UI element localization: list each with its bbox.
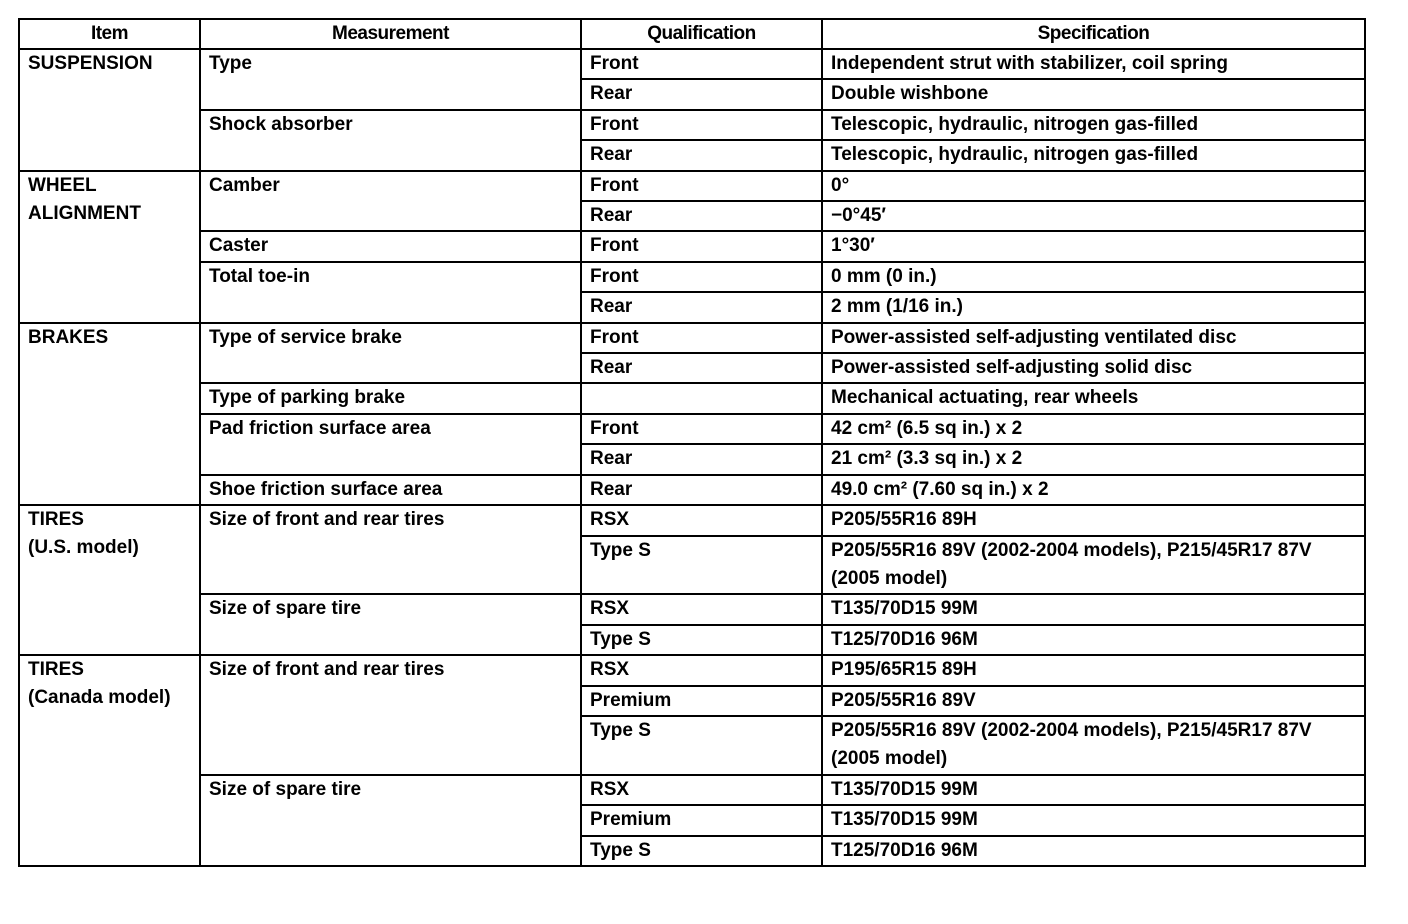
item-cell: [19, 655, 200, 866]
specification-cell: T135/70D15 99M: [822, 805, 1365, 835]
table-row: [19, 110, 1365, 140]
specification-cell: T135/70D15 99M: [822, 594, 1365, 624]
table-row: [19, 231, 1365, 261]
specification-cell: Power-assisted self-adjusting solid disc: [822, 353, 1365, 383]
qualification-cell: RSX: [581, 594, 822, 624]
qualification-cell: Premium: [581, 686, 822, 716]
measurement-cell: Shoe friction surface area: [200, 475, 581, 505]
header-item: Item: [19, 19, 200, 49]
qualification-cell: Rear: [581, 444, 822, 474]
header-qualification: Qualification: [581, 19, 822, 49]
specification-cell: Telescopic, hydraulic, nitrogen gas-filled: [822, 140, 1365, 170]
qualification-cell: Front: [581, 262, 822, 292]
specification-cell: T125/70D16 96M: [822, 625, 1365, 655]
qualification-cell: Front: [581, 323, 822, 353]
qualification-cell: Rear: [581, 79, 822, 109]
item-name-line2: (Canada model): [28, 687, 171, 709]
specification-cell: 0°: [822, 171, 1365, 201]
item-name: TIRES: [28, 659, 84, 681]
qualification-cell: RSX: [581, 775, 822, 805]
qualification-cell: Rear: [581, 292, 822, 322]
table-row: [19, 775, 1365, 805]
specification-line1: P205/55R16 89V (2002-2004 models), P215/45R17 87V: [831, 539, 1312, 561]
specification-cell: 0 mm (0 in.): [822, 262, 1365, 292]
specification-cell: [822, 536, 1365, 595]
specification-line2: (2005 model): [831, 567, 948, 589]
item-cell: [19, 49, 200, 171]
qualification-cell: Type S: [581, 536, 822, 595]
specification-cell: Telescopic, hydraulic, nitrogen gas-filled: [822, 110, 1365, 140]
table-row: [19, 594, 1365, 624]
table-row: [19, 49, 1365, 79]
qualification-cell: RSX: [581, 655, 822, 685]
specification-cell: [822, 716, 1365, 775]
item-name-line2: ALIGNMENT: [28, 202, 141, 224]
qualification-cell: Front: [581, 49, 822, 79]
table-row: [19, 323, 1365, 353]
table-row: [19, 171, 1365, 201]
specification-cell: Double wishbone: [822, 79, 1365, 109]
qualification-cell: Front: [581, 414, 822, 444]
measurement-cell: Size of front and rear tires: [200, 655, 581, 775]
item-name-line2: (U.S. model): [28, 537, 139, 559]
item-cell: [19, 171, 200, 323]
measurement-cell: Shock absorber: [200, 110, 581, 171]
measurement-cell: Size of spare tire: [200, 775, 581, 866]
specification-cell: Power-assisted self-adjusting ventilated disc: [822, 323, 1365, 353]
qualification-cell: Premium: [581, 805, 822, 835]
item-name: WHEEL: [28, 174, 97, 196]
qualification-cell: Rear: [581, 353, 822, 383]
item-cell: [19, 505, 200, 655]
item-name: SUSPENSION: [28, 53, 153, 74]
qualification-cell: RSX: [581, 505, 822, 535]
specification-cell: P205/55R16 89V: [822, 686, 1365, 716]
measurement-cell: Type of parking brake: [200, 383, 581, 413]
qualification-cell: Rear: [581, 475, 822, 505]
qualification-cell: [581, 383, 822, 413]
specification-line1: P205/55R16 89V (2002-2004 models), P215/45R17 87V: [831, 719, 1312, 741]
table-row: [19, 505, 1365, 535]
specification-cell: −0°45′: [822, 201, 1365, 231]
specification-cell: 2 mm (1/16 in.): [822, 292, 1365, 322]
header-row: [19, 19, 1365, 49]
measurement-cell: Type: [200, 49, 581, 110]
specifications-table: [18, 18, 1366, 867]
item-name: TIRES: [28, 509, 84, 531]
item-cell: [19, 323, 200, 505]
header-measurement: Measurement: [200, 19, 581, 49]
measurement-cell: Camber: [200, 171, 581, 232]
specification-cell: P195/65R15 89H: [822, 655, 1365, 685]
qualification-cell: Type S: [581, 625, 822, 655]
specification-cell: T135/70D15 99M: [822, 775, 1365, 805]
measurement-cell: Size of front and rear tires: [200, 505, 581, 594]
specification-cell: 1°30′: [822, 231, 1365, 261]
qualification-cell: Front: [581, 110, 822, 140]
specification-cell: 21 cm² (3.3 sq in.) x 2: [822, 444, 1365, 474]
measurement-cell: Caster: [200, 231, 581, 261]
qualification-cell: Rear: [581, 201, 822, 231]
specification-cell: 42 cm² (6.5 sq in.) x 2: [822, 414, 1365, 444]
measurement-cell: Size of spare tire: [200, 594, 581, 655]
specification-cell: Mechanical actuating, rear wheels: [822, 383, 1365, 413]
measurement-cell: Total toe-in: [200, 262, 581, 323]
qualification-cell: Front: [581, 171, 822, 201]
specification-cell: 49.0 cm² (7.60 sq in.) x 2: [822, 475, 1365, 505]
qualification-cell: Rear: [581, 140, 822, 170]
qualification-cell: Type S: [581, 716, 822, 775]
table-row: [19, 262, 1365, 292]
qualification-cell: Front: [581, 231, 822, 261]
specification-line2: (2005 model): [831, 747, 948, 769]
qualification-cell: Type S: [581, 836, 822, 867]
table-row: [19, 414, 1365, 444]
header-specification: Specification: [822, 19, 1365, 49]
measurement-cell: Type of service brake: [200, 323, 581, 384]
item-name: BRAKES: [28, 326, 109, 348]
specification-cell: P205/55R16 89H: [822, 505, 1365, 535]
specification-cell: Independent strut with stabilizer, coil spring: [822, 49, 1365, 79]
measurement-cell: Pad friction surface area: [200, 414, 581, 475]
table-row: [19, 655, 1365, 685]
table-row: [19, 383, 1365, 413]
table-row: [19, 475, 1365, 505]
specification-cell: T125/70D16 96M: [822, 836, 1365, 867]
